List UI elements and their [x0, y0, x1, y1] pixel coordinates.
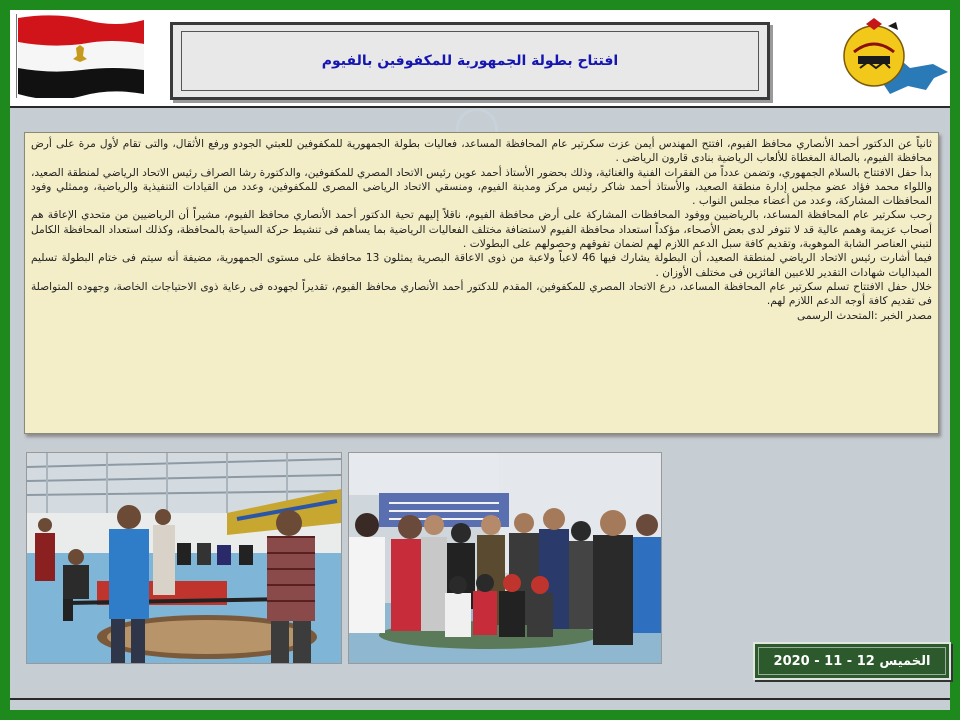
date-badge — [753, 642, 951, 680]
article-paragraph: بدأ حفل الافتتاح بالسلام الجمهوري، وتضمن عدداً من الفقرات الفنية والغنائية، وذلك بحضور الأستاذ أحمد عوين رئيس الاتحاد المصري للمكفوفين، والدكتورة رشا الصراف رئيس الاتحاد الرياضي لمنطقة الصعيد، واللواء محمد فؤاد عضو مجلس إدارة منطقة الصعيد، والأستاذ أحمد شاكر رئيس مركز ومدينة الفيوم، ومنسقي الاتحاد الرياضى المصرى للمكفوفين، وعدد من القيادات التنفيذية والرياضية، وممثلي وفود المحافظات المشاركة، وعدد من أعضاء مجلس النواب . — [31, 166, 932, 208]
article-paragraph: فيما أشارت رئيس الاتحاد الرياضي لمنطقة الصعيد، أن البطولة يشارك فيها 46 لاعباً ولاعبة من ذوى الاعاقة البصرية يمثلون 13 محافظة على مستوى الجمهورية، مضيفة أنه سيتم فى ختام البطولة تسليم الميداليات شهادات التقدير للاعبين الفائزين فى مختلف الأوزان . — [31, 252, 932, 279]
article-text-box — [24, 132, 939, 434]
article-source: مصدر الخبر :المتحدث الرسمى — [797, 309, 932, 322]
title-inner-border — [181, 31, 759, 91]
page-content — [10, 10, 950, 710]
title-box — [170, 22, 770, 100]
article-paragraph: رحب سكرتير عام المحافظة المساعد، بالرياضيين ووفود المحافظات المشاركة على أرض محافظة الفيوم، ناقلاً إليهم تحية الدكتور أحمد الأنصاري محافظ الفيوم، مشيراً أن الرياضيين من متحدي الإعاقة هم أصحاب عزيمة وهمم عالية قد لا تتوفر لدى بعض الأصحاء، مؤكداً استعداد محافظة الفيوم لاستضافة مختلف الفعاليات الرياضية بما يساهم فى تنشيط حركة السياحة بالمحافظة، وكذلك استعداد المحافظة الكامل لتبني العناصر الشابة الموهوبة، وتقديم كافة سبل الدعم اللازم لهم لضمان تفوقهم وحصولهم على البطولات . — [31, 209, 932, 251]
page-title: افتتاح بطولة الجمهورية للمكفوفين بالفيوم — [321, 53, 619, 69]
article-paragraph: خلال حفل الافتتاح تسلم سكرتير عام المحافظة المساعد، درع الاتحاد المصري للمكفوفين، المقدم للدكتور أحمد الأنصاري محافظ الفيوم، تقديراً لجهوده فى رعاية ذوى الاحتياجات الخاصة، وجهوده المتواصلة فى تقديم كافة أوجه الدعم اللازم لهم. — [31, 280, 932, 308]
article-paragraph: ثانياً عن الدكتور أحمد الأنصاري محافظ الفيوم، افتتح المهندس أيمن عزت سكرتير عام المحافظة المساعد، فعاليات بطولة الجمهورية للمكفوفين للعبتي الجودو ورفع الأثقال، والتى تقام لأول مرة على أرض محافظة الفيوم، بالصالة المغطاة للألعاب الرياضية بنادى قارون الرياضى . — [31, 138, 932, 165]
footer-divider-line — [10, 698, 950, 700]
fayoum-governorate-logo-icon — [838, 16, 948, 100]
weightlifting-gym-photo — [26, 452, 342, 664]
publish-date: الخميس 12 - 11 - 2020 — [773, 653, 931, 669]
group-photo — [348, 452, 662, 664]
egypt-flag-icon — [16, 14, 146, 98]
